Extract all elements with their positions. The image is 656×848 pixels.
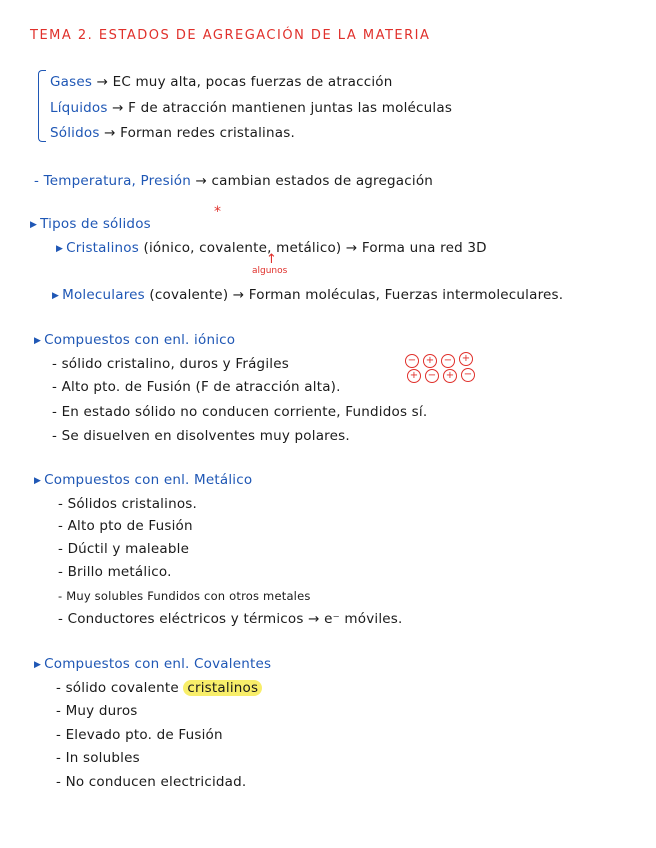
triangle-marker-icon: ▶: [34, 476, 42, 486]
ionic-item: - sólido cristalino, duros y Frágiles: [52, 356, 289, 372]
temperature-term: - Temperatura, Presión: [34, 173, 191, 189]
moleculares-term: Moleculares: [62, 287, 145, 303]
metallic-item: - Conductores eléctricos y térmicos → e⁻ móviles.: [58, 611, 403, 627]
cristalinos-desc: (iónico, covalente, metálico) → Forma una red 3D: [143, 240, 487, 256]
state-line-liquidos: [50, 100, 452, 116]
covalent-item-text: - sólido covalente: [56, 680, 179, 696]
ionic-heading-text: Compuestos con enl. iónico: [44, 332, 236, 348]
ionic-item: - Se disuelven en disolventes muy polares.: [52, 428, 350, 444]
temperature-desc: → cambian estados de agregación: [195, 173, 434, 189]
algunos-note: algunos: [252, 266, 288, 276]
covalent-item: [56, 680, 262, 696]
anion-icon: −: [461, 368, 475, 382]
triangle-marker-icon: ▶: [34, 660, 42, 670]
metallic-heading: [34, 472, 252, 489]
arrow-up-icon: ↑: [266, 252, 277, 267]
ion-lattice-icon: [405, 354, 487, 384]
cation-icon: +: [407, 369, 421, 383]
covalent-item: - In solubles: [56, 750, 140, 766]
temperature-line: [34, 173, 433, 189]
moleculares-line: [52, 287, 563, 304]
covalent-item: - Muy duros: [56, 703, 138, 719]
covalent-item: - Elevado pto. de Fusión: [56, 727, 223, 743]
ionic-item: - En estado sólido no conducen corriente, Fundidos sí.: [52, 404, 428, 420]
metallic-item: - Sólidos cristalinos.: [58, 496, 198, 512]
metallic-item: - Dúctil y maleable: [58, 541, 190, 557]
state-desc: → Forman redes cristalinas.: [104, 125, 295, 141]
covalent-heading-text: Compuestos con enl. Covalentes: [44, 656, 272, 672]
triangle-marker-icon: ▶: [56, 244, 64, 254]
covalent-item: - No conducen electricidad.: [56, 774, 247, 790]
cation-icon: +: [459, 352, 473, 366]
state-term: Gases: [50, 74, 93, 90]
state-term: Líquidos: [50, 100, 108, 116]
ionic-heading: [34, 332, 235, 349]
star-icon: *: [214, 204, 221, 220]
state-desc: → EC muy alta, pocas fuerzas de atracción: [96, 74, 393, 90]
solids-heading: [30, 216, 151, 233]
states-bracket: [38, 70, 46, 142]
anion-icon: −: [425, 369, 439, 383]
metallic-item: - Brillo metálico.: [58, 564, 172, 580]
triangle-marker-icon: ▶: [30, 220, 38, 230]
moleculares-desc: (covalente) → Forman moléculas, Fuerzas intermoleculares.: [149, 287, 564, 303]
page-title: TEMA 2. ESTADOS DE AGREGACIÓN DE LA MATERIA: [30, 28, 431, 43]
triangle-marker-icon: ▶: [52, 291, 60, 301]
state-desc: → F de atracción mantienen juntas las moléculas: [112, 100, 453, 116]
cristalinos-term: Cristalinos: [66, 240, 140, 256]
solids-heading-text: Tipos de sólidos: [40, 216, 151, 232]
state-line-gases: [50, 74, 392, 90]
state-line-solidos: [50, 125, 295, 141]
metallic-item: - Muy solubles Fundidos con otros metales: [58, 589, 311, 603]
ionic-item: - Alto pto. de Fusión (F de atracción alta).: [52, 379, 341, 395]
covalent-heading: [34, 656, 271, 673]
triangle-marker-icon: ▶: [34, 336, 42, 346]
anion-icon: −: [441, 354, 455, 368]
highlighted-text: cristalinos: [183, 680, 262, 696]
state-term: Sólidos: [50, 125, 100, 141]
cation-icon: +: [443, 369, 457, 383]
cation-icon: +: [423, 354, 437, 368]
metallic-item: - Alto pto de Fusión: [58, 518, 193, 534]
metallic-heading-text: Compuestos con enl. Metálico: [44, 472, 253, 488]
anion-icon: −: [405, 354, 419, 368]
